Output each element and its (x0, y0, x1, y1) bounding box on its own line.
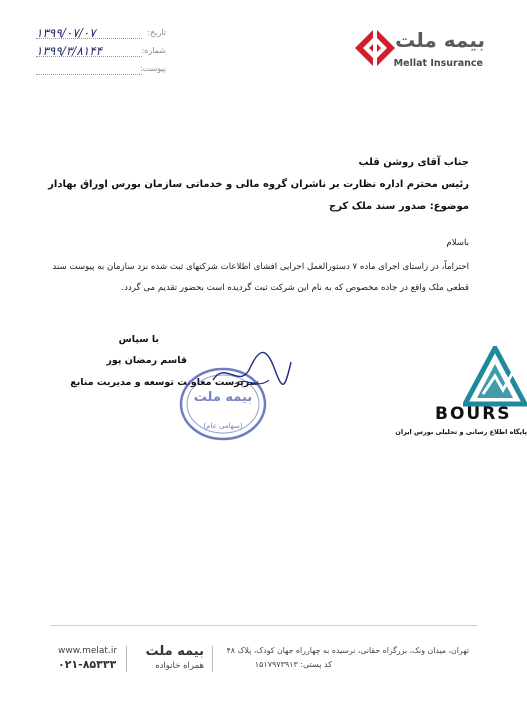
date-value: ۱۳۹۹/۰۷/۰۷ (36, 26, 96, 40)
subject-line: موضوع: صدور سند ملک کرج (328, 201, 469, 212)
footer-postal-code: کد پستی: ۱۵۱۷۹۷۳۹۱۳ (254, 660, 332, 669)
date-field (36, 26, 166, 42)
bours-logo-mark (463, 346, 527, 408)
logo-text-en: Mellat Insurance (393, 58, 483, 69)
greeting-line: باسلام (446, 238, 469, 248)
body-line-1: احتراماً، در راستای اجرای ماده ۷ دستورالعمل اجرایی افشای اطلاعات شرکتهای ثبت شده نزد سازمان به پیوست سند (52, 262, 469, 272)
attachment-label: پیوست: (139, 64, 166, 73)
footer-slogan: همراه خانواده (155, 661, 204, 671)
footer-brand: بیمه ملت (145, 644, 204, 659)
footer-separator-1 (126, 646, 127, 672)
signer-name: قاسم رمضان پور (106, 355, 187, 366)
bours-brand: BOURS (435, 404, 512, 424)
signer-title: سرپرست معاونت توسعه و مدیریت منابع (70, 377, 259, 388)
attachment-dotted-line (36, 74, 142, 75)
number-label: شماره: (141, 46, 166, 55)
mellat-logo (353, 26, 485, 78)
footer-divider (50, 625, 477, 626)
bours-subtitle: پایگاه اطلاع رسانی و تحلیلی بورس ایران (395, 428, 527, 436)
recipient-line: جناب آقای روشن قلب (358, 157, 469, 168)
stamp-subtext: (سهامی عام) (203, 422, 243, 430)
number-dotted-line (36, 56, 142, 57)
closing-line: با سپاس (118, 334, 159, 345)
mellat-logo-mark (353, 26, 397, 74)
footer-address: تهران، میدان ونک، بزرگراه حقانی، نرسیده به چهارراه جهان کودک، پلاک ۴۸ (226, 646, 469, 655)
footer-phone: ۰۲۱-۸۵۳۳۳ (58, 658, 117, 671)
footer-separator-2 (212, 646, 213, 672)
signature (205, 340, 295, 400)
number-value: ۱۳۹۹/۳/۸۱۴۴ (36, 44, 103, 58)
recipient-title-line: رئیس محترم اداره نظارت بر ناشران گروه مالی و خدماتی سازمان بورس اوراق بهادار (48, 179, 469, 190)
stamp-text: بیمه ملت (193, 390, 253, 405)
date-label: تاریخ: (147, 28, 166, 37)
attachment-field (36, 62, 166, 78)
footer-website[interactable]: www.melat.ir (58, 646, 118, 656)
date-dotted-line (36, 38, 142, 39)
number-field (36, 44, 166, 60)
body-line-2: قطعی ملک واقع در جاده مخصوص که به نام این شرکت ثبت گردیده است بحضور تقدیم می گردد. (121, 283, 469, 293)
logo-text-fa: بیمه ملت (395, 28, 485, 52)
